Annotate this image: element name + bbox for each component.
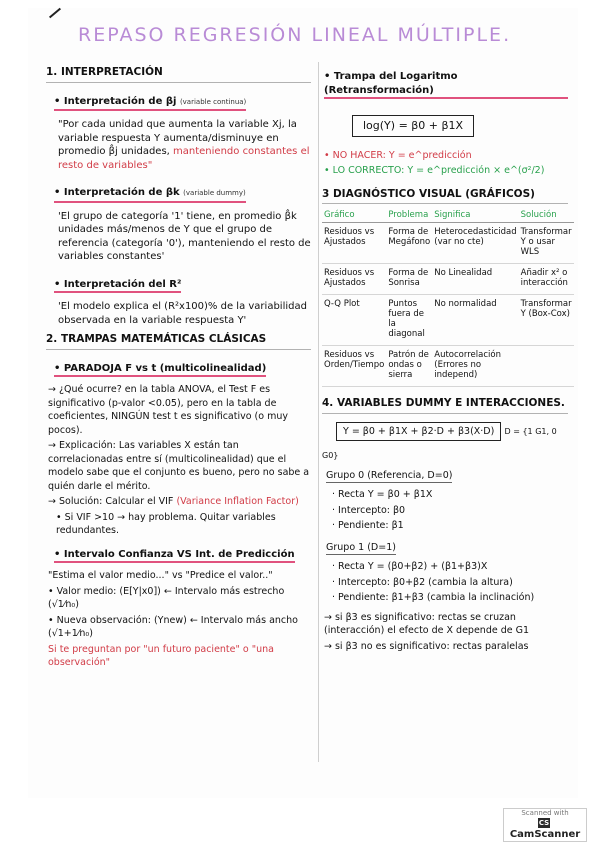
group-item: · Recta Y = β0 + β1X (332, 489, 433, 500)
dummy-formula: Y = β0 + β1X + β2·D + β3(X·D) (336, 422, 501, 442)
dummy-formula-row (322, 418, 568, 463)
interval-nueva: • Nueva observación: (Ynew) ← Intervalo más ancho (√1+1⁄n₀) (48, 614, 298, 639)
interval-medio: • Valor medio: (E[Y|x0]) ← Intervalo más estrecho (√1⁄n₀) (48, 585, 285, 610)
log-no-hacer: • NO HACER: Y = e^predicción (324, 149, 472, 161)
right-column (322, 62, 572, 655)
group-item: · Intercepto: β0+β2 (cambia la altura) (332, 576, 513, 588)
interp-r2-text: 'El modelo explica el (R²x100)% de la variabilidad observada en la variable respuesta Y' (58, 301, 307, 326)
diagnostic-cell: Forma de Sonrisa (386, 264, 432, 295)
section-4-heading: 4. VARIABLES DUMMY E INTERACCIONES. (322, 397, 568, 414)
interp-bk-label: • Interpretación de βk (54, 187, 180, 198)
interp-bj-body: "Por cada unidad que aumenta la variable Xj, la variable respuesta Y aumenta/disminuye en promedio β̂j unidades, (58, 119, 297, 157)
diagnostic-cell: Forma de Megáfono (386, 223, 432, 264)
section-2-heading: 2. TRAMPAS MATEMÁTICAS CLÁSICAS (46, 333, 311, 350)
interaction-note-2: → si β3 no es significativo: rectas paralelas (324, 640, 529, 652)
diagnostic-cell: Residuos vs Ajustados (322, 264, 386, 295)
intervals-title: • Intervalo Confianza VS Int. de Predicción (54, 548, 295, 564)
diagnostic-header-cell: Solución (519, 208, 574, 223)
interp-bj-title (54, 95, 246, 112)
intervals-quote: "Estima el valor medio..." vs "Predice el valor.." (48, 570, 273, 581)
group-0-list (322, 488, 568, 533)
diagnostic-header-cell: Gráfico (322, 208, 386, 223)
group-item: · Intercepto: β0 (332, 504, 406, 516)
interp-r2-title: • Interpretación del R² (54, 278, 181, 294)
solution-red: (Variance Inflation Factor) (176, 496, 299, 507)
interp-bk-note: (variable dummy) (183, 189, 246, 197)
section-1-heading: 1. INTERPRETACIÓN (46, 66, 311, 83)
log-trap-title: • Trampa del Logaritmo (Retransformación) (324, 70, 568, 99)
diagnostic-body (322, 223, 574, 387)
solution-label: → Solución: Calcular el VIF (48, 496, 174, 507)
paradox-title: • PARADOJA F vs t (multicolinealidad) (54, 362, 266, 378)
camscanner-text: CamScanner (509, 829, 581, 840)
group-item: · Pendiente: β1 (332, 520, 404, 531)
camscanner-brand (504, 818, 586, 840)
column-divider (318, 62, 319, 762)
log-formula: log(Y) = β0 + β1X (352, 115, 474, 137)
diagnostic-cell: Residuos vs Orden/Tiempo (322, 346, 386, 387)
diagnostic-cell (519, 346, 574, 387)
diagnostic-row (322, 346, 574, 387)
group-item: · Recta Y = (β0+β2) + (β1+β3)X (332, 561, 488, 572)
diagnostic-cell: Transformar Y (Box-Cox) (519, 295, 574, 346)
page-title: REPASO REGRESIÓN LINEAL MÚLTIPLE. (78, 24, 512, 46)
group-1-list (322, 560, 568, 605)
interp-bj-text (58, 118, 311, 172)
diagnostic-table (322, 208, 574, 387)
camscanner-watermark (503, 808, 587, 842)
camscanner-logo-icon: CS (538, 819, 550, 827)
diagnostic-cell: Residuos vs Ajustados (322, 223, 386, 264)
log-correcto: • LO CORRECTO: Y = e^predicción × e^(σ²/2) (324, 165, 545, 176)
group-item: · Pendiente: β1+β3 (cambia la inclinación) (332, 592, 535, 603)
scanned-with-label: Scanned with (521, 809, 569, 817)
interval-red-note: Si te preguntan por "un futuro paciente" o "una observación" (48, 643, 274, 668)
interp-bk-title (54, 186, 246, 203)
interp-bk-text: 'El grupo de categoría '1' tiene, en promedio β̂k unidades más/menos de Y que el grupo de referencia (categoría '0'), manteniendo el resto de variables constantes' (58, 210, 311, 262)
diagnostic-header-cell: Significa (432, 208, 518, 223)
paradox-occurs: → ¿Qué ocurre? en la tabla ANOVA, el Test F es significativo (p-valor <0.05), pero en la tabla de coeficientes, NINGÚN test t es significativo (o muy pocos). (48, 384, 288, 436)
diagnostic-header-cell: Problema (386, 208, 432, 223)
diagnostic-cell: Autocorrelación (Errores no independ) (432, 346, 518, 387)
left-column (46, 62, 311, 672)
interp-bj-note: (variable continua) (179, 97, 247, 106)
vif-rule: • Si VIF >10 → hay problema. Quitar variables redundantes. (56, 511, 276, 536)
section-3-heading: 3 DIAGNÓSTICO VISUAL (GRÁFICOS) (322, 188, 568, 205)
diagnostic-row (322, 295, 574, 346)
group-1-title: Grupo 1 (D=1) (326, 541, 396, 556)
paradox-explanation: → Explicación: Las variables X están tan correlacionadas entre sí (multicolinealidad) que el modelo sabe que el conjunto es bueno, pero no sabe a quién darle el mérito. (48, 440, 310, 492)
interp-bj-red: manteniendo constantes el resto de variables" (58, 146, 310, 171)
group-0-title: Grupo 0 (Referencia, D=0) (326, 469, 452, 484)
paradox-solution (48, 495, 311, 509)
diagnostic-cell: Puntos fuera de la diagonal (386, 295, 432, 346)
interaction-note-1: → si β3 es significativo: rectas se cruzan (interacción) el efecto de X depende de G1 (324, 611, 530, 636)
diagnostic-row (322, 223, 574, 264)
diagnostic-cell: No normalidad (432, 295, 518, 346)
diagnostic-head (322, 208, 574, 223)
diagnostic-cell: Transformar Y o usar WLS (519, 223, 574, 264)
diagnostic-cell: Heterocedasticidad (var no cte) (432, 223, 518, 264)
interp-bj-label: • Interpretación de βj (54, 95, 177, 107)
dummy-definition: D = {1 G1, 0 G0} (322, 426, 557, 460)
diagnostic-cell: Q-Q Plot (322, 295, 386, 346)
diagnostic-cell: No Linealidad (432, 264, 518, 295)
diagnostic-row (322, 264, 574, 295)
diagnostic-cell: Patrón de ondas o sierra (386, 346, 432, 387)
diagnostic-cell: Añadir x² o interacción (519, 264, 574, 295)
